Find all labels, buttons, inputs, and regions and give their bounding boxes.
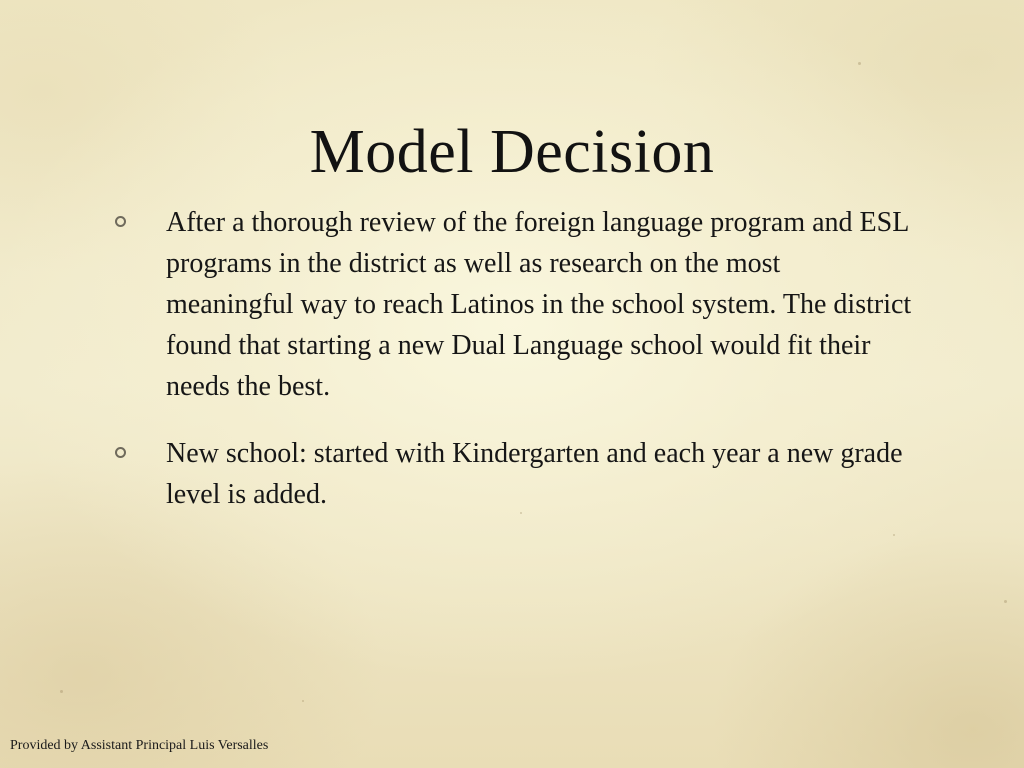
footer-credit: Provided by Assistant Principal Luis Versalles	[10, 738, 269, 753]
texture-speck	[1004, 600, 1007, 603]
hollow-circle-bullet-icon	[115, 447, 126, 458]
hollow-circle-bullet-icon	[115, 216, 126, 227]
bullet-item	[112, 433, 912, 515]
bullet-text: After a thorough review of the foreign language program and ESL programs in the district as well as research on the most meaningful way to reach Latinos in the school system. The district found that starting a new Dual Language school would fit their needs the best.	[166, 207, 912, 402]
texture-speck	[302, 700, 304, 702]
bullet-text: New school: started with Kindergarten and each year a new grade level is added.	[166, 438, 903, 510]
bullet-list	[112, 202, 912, 541]
bullet-item	[112, 202, 912, 407]
texture-speck	[858, 62, 861, 65]
texture-speck	[60, 690, 63, 693]
slide-title: Model Decision	[309, 117, 715, 186]
